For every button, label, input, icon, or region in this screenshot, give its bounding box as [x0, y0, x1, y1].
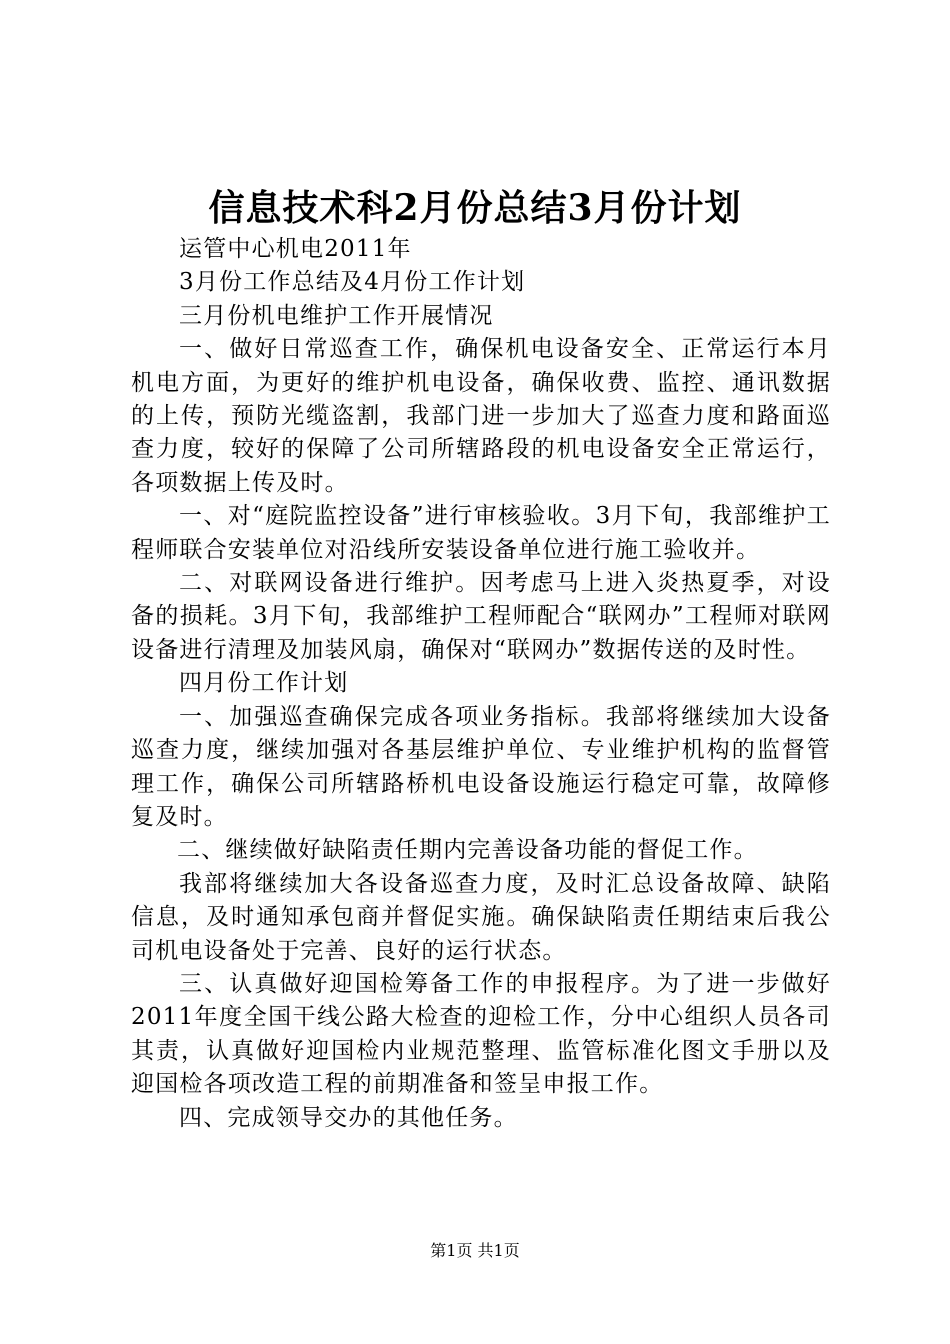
page-footer: 第1页 共1页	[430, 1241, 520, 1260]
paragraph-org-line: 运管中心机电2011年	[179, 236, 412, 262]
paragraph-daily-inspection: 一、做好日常巡查工作，确保机电设备安全、正常运行本月机电方面，为更好的维护机电设备，确保收费、监控、通讯数据的上传，预防光缆盗割，我部门进一步加大了巡查力度和路面巡查力度，较好的保障了公司所辖路段的机电设备安全正常运行，各项数据上传及时。	[131, 336, 831, 496]
paragraph-subtitle: 3月份工作总结及4月份工作计划	[179, 269, 526, 296]
paragraph-courtyard-monitoring: 一、对“庭院监控设备”进行审核验收。3月下旬，我部维护工程师联合安装单位对沿线所安装设备单位进行施工验收并。	[131, 503, 831, 563]
paragraph-defect-details: 我部将继续加大各设备巡查力度，及时汇总设备故障、缺陷信息，及时通知承包商并督促实施。确保缺陷责任期结束后我公司机电设备处于完善、良好的运行状态。	[131, 870, 831, 964]
paragraph-other-tasks: 四、完成领导交办的其他任务。	[179, 1104, 518, 1131]
paragraph-network-maintenance: 二、对联网设备进行维护。因考虑马上进入炎热夏季，对设备的损耗。3月下旬，我部维护工程师配合“联网办”工程师对联网设备进行清理及加装风扇，确保对“联网办”数据传送的及时性。	[131, 570, 831, 663]
paragraph-national-inspection: 三、认真做好迎国检筹备工作的申报程序。为了进一步做好2011年度全国干线公路大检查的迎检工作，分中心组织人员各司其责，认真做好迎国检内业规范整理、监管标准化图文手册以及迎国检各项改造工程的前期准备和签呈申报工作。	[131, 970, 831, 1098]
document-body	[131, 233, 831, 1135]
paragraph-defect-supervision: 二、继续做好缺陷责任期内完善设备功能的督促工作。	[177, 837, 758, 864]
paragraph-strengthen-inspection: 一、加强巡查确保完成各项业务指标。我部将继续加大设备巡查力度，继续加强对各基层维护单位、专业维护机构的监督管理工作，确保公司所辖路桥机电设备设施运行稳定可靠，故障修复及时。	[131, 703, 831, 830]
document-title: 信息技术科2月份总结3月份计划	[208, 187, 742, 229]
section-heading-march: 三月份机电维护工作开展情况	[179, 302, 494, 329]
section-heading-april: 四月份工作计划	[179, 670, 349, 697]
